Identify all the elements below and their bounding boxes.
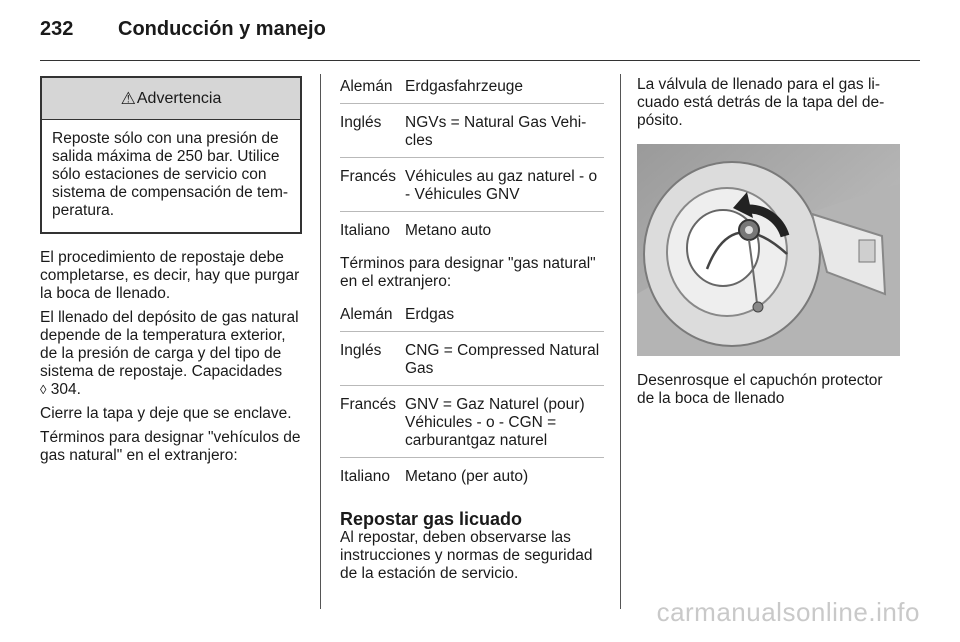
- section-title: Conducción y manejo: [118, 18, 326, 40]
- table-row: [340, 76, 604, 104]
- term-cell: Véhicules au gaz naturel - o - Véhicules GNV: [405, 168, 598, 203]
- table-row: [340, 304, 604, 332]
- language-cell: Alemán: [340, 306, 393, 323]
- table-row: [340, 340, 604, 386]
- term-cell: NGVs = Natural Gas Vehi-cles: [405, 114, 587, 149]
- language-cell: Francés: [340, 396, 396, 413]
- table-row: [340, 166, 604, 212]
- table-row: [340, 394, 604, 458]
- column-middle: [340, 76, 604, 589]
- language-cell: Francés: [340, 168, 396, 185]
- language-cell: Italiano: [340, 468, 390, 485]
- watermark: carmanualsonline.info: [656, 597, 920, 627]
- term-cell: Erdgasfahrzeuge: [405, 78, 524, 95]
- column-right: [637, 76, 903, 414]
- header-rule: [40, 60, 920, 61]
- language-cell: Inglés: [340, 114, 382, 131]
- column-divider: [620, 74, 621, 609]
- language-cell: Inglés: [340, 342, 382, 359]
- table-row: [340, 112, 604, 158]
- page-number: 232: [40, 18, 74, 40]
- paragraph: Términos para designar "vehículos de gas natural" en el extranjero:: [40, 429, 301, 464]
- paragraph: Términos para designar "gas natural" en el extranjero:: [340, 255, 596, 290]
- column-left: [40, 76, 302, 471]
- page-header: [40, 18, 326, 41]
- warning-box: [40, 76, 302, 234]
- table-row: [340, 220, 604, 247]
- paragraph-text: El llenado del depósito de gas natural depende de la temperatura exterior, de la presión de carga y del tipo de sistema de repostaje. Capacidades: [40, 309, 299, 380]
- warning-text: Reposte sólo con una presión de salida máxima de 250 bar. Utilice sólo estaciones de servicio con sistema de compensación de tem-peratura.: [52, 130, 289, 219]
- image-caption: Desenrosque el capuchón protector de la boca de llenado: [637, 372, 883, 407]
- language-cell: Italiano: [340, 222, 390, 239]
- fuel-filler-photo: [637, 144, 900, 356]
- term-cell: Erdgas: [405, 306, 455, 323]
- table-row: [340, 466, 604, 493]
- paragraph: Al repostar, deben observarse las instrucciones y normas de seguridad de la estación de servicio.: [340, 529, 593, 582]
- warning-icon: ⚠: [120, 88, 136, 108]
- warning-header: [42, 78, 300, 120]
- page-ref-arrow-icon[interactable]: ◊: [40, 382, 47, 397]
- term-cell: GNV = Gaz Naturel (pour) Véhicules - o - CGN = carburantgaz naturel: [405, 396, 585, 449]
- paragraph: La válvula de llenado para el gas li-cuado está detrás de la tapa del de-pósito.: [637, 76, 885, 129]
- term-cell: Metano auto: [405, 222, 492, 239]
- paragraph: El procedimiento de repostaje debe completarse, es decir, hay que purgar la boca de llenado.: [40, 249, 300, 302]
- term-cell: CNG = Compressed Natural Gas: [405, 342, 600, 377]
- page-ref-number[interactable]: 304.: [50, 381, 81, 398]
- warning-title: Advertencia: [136, 89, 222, 107]
- paragraph: [40, 309, 302, 399]
- column-divider: [320, 74, 321, 609]
- terms-table-gas: [340, 304, 604, 493]
- paragraph: Cierre la tapa y deje que se enclave.: [40, 405, 292, 422]
- term-cell: Metano (per auto): [405, 468, 529, 485]
- section-heading: Repostar gas licuado: [340, 509, 523, 529]
- language-cell: Alemán: [340, 78, 393, 95]
- terms-table-vehicles: [340, 76, 604, 247]
